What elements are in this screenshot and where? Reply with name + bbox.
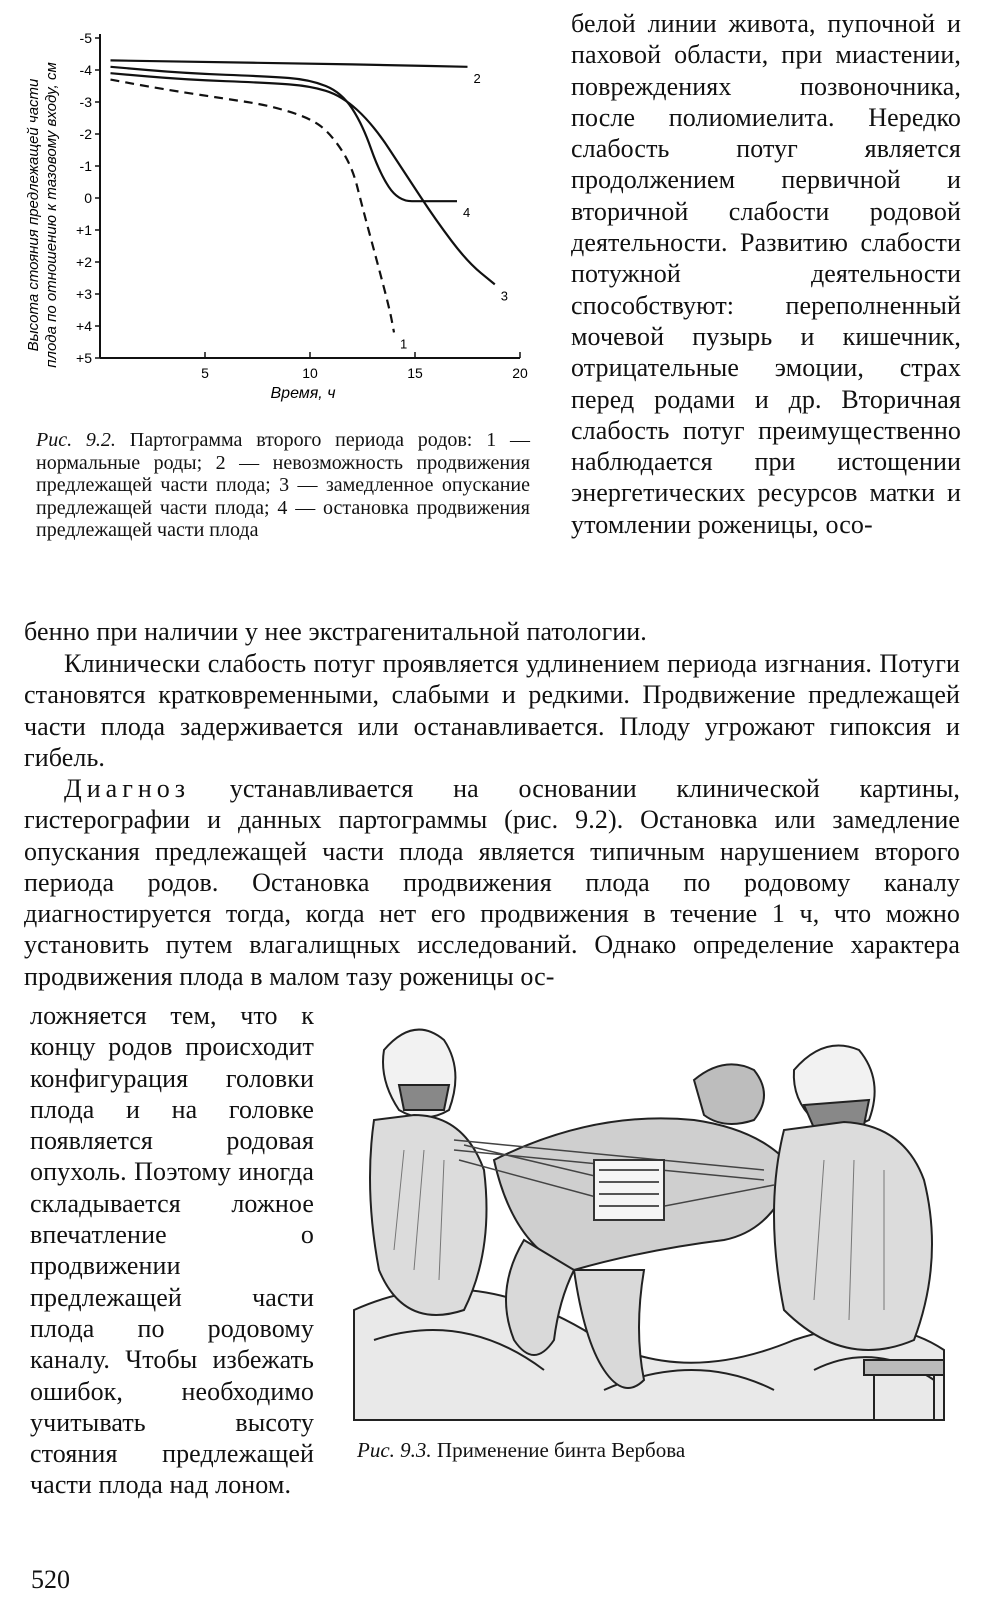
x-axis-label: Время, ч (270, 385, 336, 402)
series-label-2: 2 (473, 70, 481, 86)
paragraph-diagnosis (24, 773, 960, 992)
figure-9-2-text: Партограмма второго периода родов: 1 — нормальные роды; 2 — невозможность продвижения предлежащей части плода; 3 — замедленное опускание предлежащей части плода; 4 — остановка продвижения предлежащей части плода (36, 429, 531, 541)
figure-9-3-text: Применение бинта Вербова (436, 1438, 686, 1462)
y-tick-label: -3 (79, 94, 92, 110)
partogram-chart (20, 20, 540, 410)
paragraph-clinical: Клинически слабость потуг проявляется удлинением периода изгнания. Потуги становятся кратковременными, слабыми и редкими. Продвижение предлежащей части плода задерживается или останавливается. Плоду угрожают гипоксия и гибель. (24, 649, 960, 772)
y-tick-label: 0 (84, 190, 92, 206)
figure-9-2-caption (36, 429, 530, 542)
series-line-4 (111, 67, 458, 201)
y-tick-label: -2 (79, 126, 92, 142)
y-tick-label: -4 (79, 62, 92, 78)
y-tick-label: +1 (76, 222, 92, 238)
chart-axes (100, 34, 520, 358)
y-tick-label: +4 (76, 318, 92, 334)
x-tick-label: 5 (201, 365, 209, 381)
y-tick-label: +3 (76, 286, 92, 302)
series-line-1 (111, 80, 395, 333)
right-column-text: белой линии живота, пупочной и паховой области, при миастении, повреждениях позвоночника, после полиомиелита. Нередко слабость потуг является продолжением первичной и вторичной слабости родовой деятельности. Развитию слабости потужной деятельности способствуют: переполненный мочевой пузырь и кишечник, отрицательные эмоции, страх перед родами и др. Вторичная слабость потуг преимущественно наблюдается при истощении энергетических ресурсов матки и утомлении роженицы, осо- (571, 9, 961, 539)
figure-9-3-label: Рис. 9.3. (357, 1438, 432, 1462)
left-column-text: ложняется тем, что к концу родов происходит конфигурация головки плода и на головке появляется родовая опухоль. Поэтому иногда складывается ложное впечатление о продвижении предлежащей части плода по родовому каналу. Чтобы избежать ошибок, необходимо учитывать высоту стояния предлежащей части плода над лоном. (30, 1001, 314, 1500)
page-number: 520 (31, 1565, 70, 1594)
figure-9-3-caption (357, 1439, 957, 1462)
verbov-bandage-illustration (344, 1010, 958, 1430)
y-axis-label: Высота стояния предлежащей частиплода по отношению к тазовому входу, см (25, 62, 60, 368)
y-tick-label: -1 (79, 158, 92, 174)
diagnosis-text: устанавливается на основании клинической картины, гистерографии и данных партограммы (рис. 9.2). Остановка или замедление опускания предлежащей части плода является типичным нарушением второго периода родов. Остановка продвижения плода по родовому каналу диагностируется тогда, когда нет его продвижения в течение 1 ч, что можно установить путем влагалищных исследований. Однако определение характера продвижения плода в малом тазу роженицы ос- (24, 774, 960, 991)
chart-series (111, 60, 509, 351)
x-tick-label: 10 (302, 365, 318, 381)
x-tick-label: 15 (407, 365, 423, 381)
x-tick-label: 20 (512, 365, 528, 381)
series-label-4: 4 (463, 205, 471, 221)
diagnosis-lead-word: Диагноз (64, 774, 191, 803)
continuation-line: бенно при наличии у нее экстрагенитальной патологии. (24, 617, 647, 646)
series-label-1: 1 (400, 336, 408, 352)
figure-9-2-label: Рис. 9.2. (36, 429, 116, 451)
y-tick-label: -5 (79, 30, 92, 46)
series-line-3 (111, 70, 495, 284)
series-line-2 (111, 60, 468, 66)
series-label-3: 3 (500, 288, 509, 304)
chart-ticks (76, 30, 528, 381)
y-tick-label: +2 (76, 254, 92, 270)
y-tick-label: +5 (76, 350, 92, 366)
